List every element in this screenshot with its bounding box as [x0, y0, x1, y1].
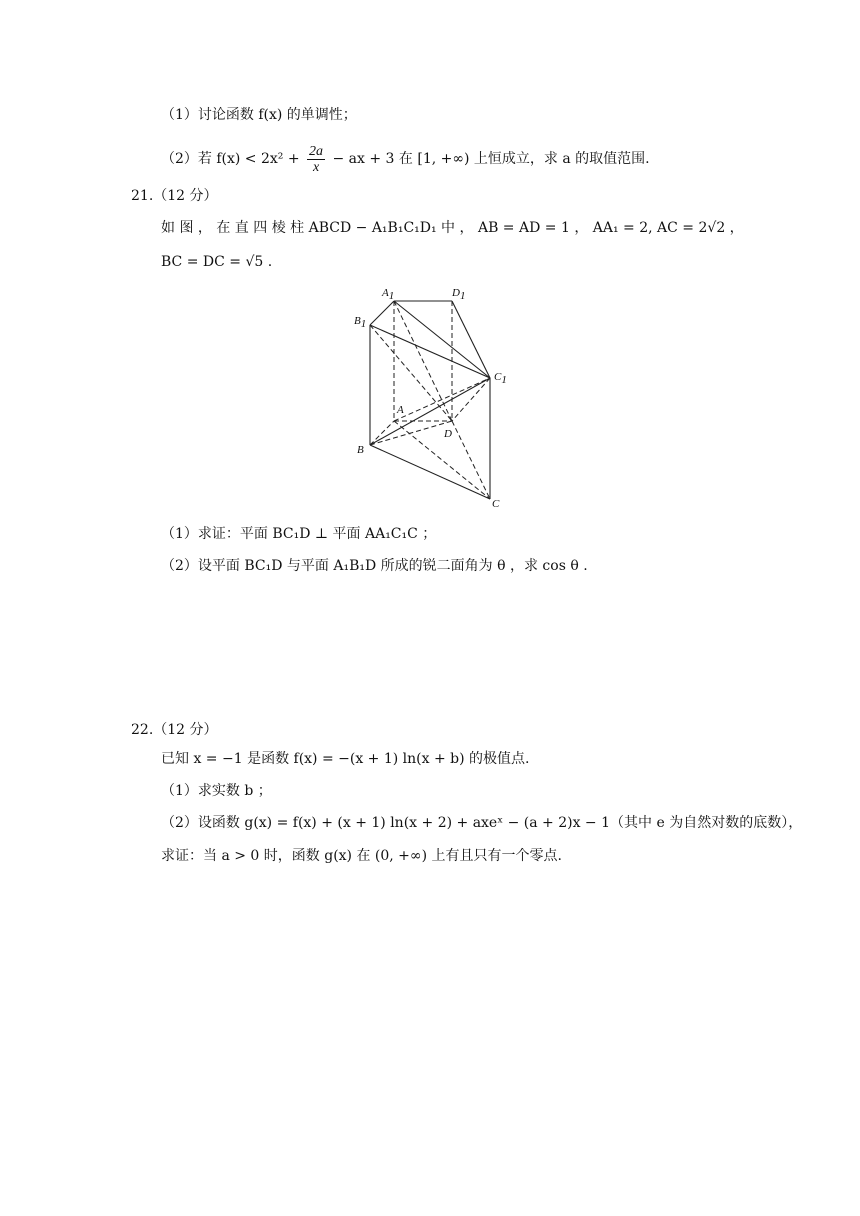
label-D: D [444, 428, 452, 440]
label-C: C [492, 498, 500, 510]
q20-part2-post: − ax + 3 在 [1, +∞) 上恒成立，求 a 的取值范围. [332, 151, 650, 167]
q21-intro: 如 图 ， 在 直 四 棱 柱 ABCD − A₁B₁C₁D₁ 中 ， AB = AD = 1 ， AA₁ = 2, AC = 2√2 ， [161, 220, 744, 236]
label-A: A [397, 404, 404, 416]
q20-part1: （1）讨论函数 f(x) 的单调性； [161, 107, 357, 123]
label-B: B [357, 444, 364, 456]
q21-heading: 21.（12 分） [131, 188, 218, 204]
solid-edges [370, 301, 490, 499]
q21-part2: （2）设平面 BC₁D 与平面 A₁B₁D 所成的锐二面角为 θ ，求 cos θ . [161, 558, 588, 574]
label-B1: B1 [354, 315, 367, 330]
q20-fraction [307, 144, 325, 175]
q22-intro: 已知 x = −1 是函数 f(x) = −(x + 1) ln(x + b) 的极值点. [161, 751, 530, 767]
prism-figure [340, 282, 530, 512]
q20-part2 [161, 141, 650, 177]
label-D1: D1 [452, 287, 466, 302]
label-A1: A1 [382, 287, 395, 302]
q22-part2-line2: 求证：当 a > 0 时，函数 g(x) 在 (0, +∞) 上有且只有一个零点. [161, 848, 562, 864]
q22-part1: （1）求实数 b ； [161, 783, 272, 799]
q21-part1: （1）求证：平面 BC₁D ⊥ 平面 AA₁C₁C ； [161, 526, 437, 542]
hidden-edges [370, 301, 490, 499]
q20-fraction-numerator: 2a [309, 143, 324, 159]
q20-fraction-denominator: x [312, 159, 320, 175]
q22-heading: 22.（12 分） [131, 722, 218, 738]
q20-part2-pre: （2）若 f(x) < 2x² + [161, 151, 300, 167]
label-C1: C1 [494, 371, 507, 386]
q22-part2: （2）设函数 g(x) = f(x) + (x + 1) ln(x + 2) + axeˣ − (a + 2)x − 1（其中 e 为自然对数的底数）， [161, 815, 803, 831]
q21-intro-line2: BC = DC = √5 . [161, 254, 273, 270]
